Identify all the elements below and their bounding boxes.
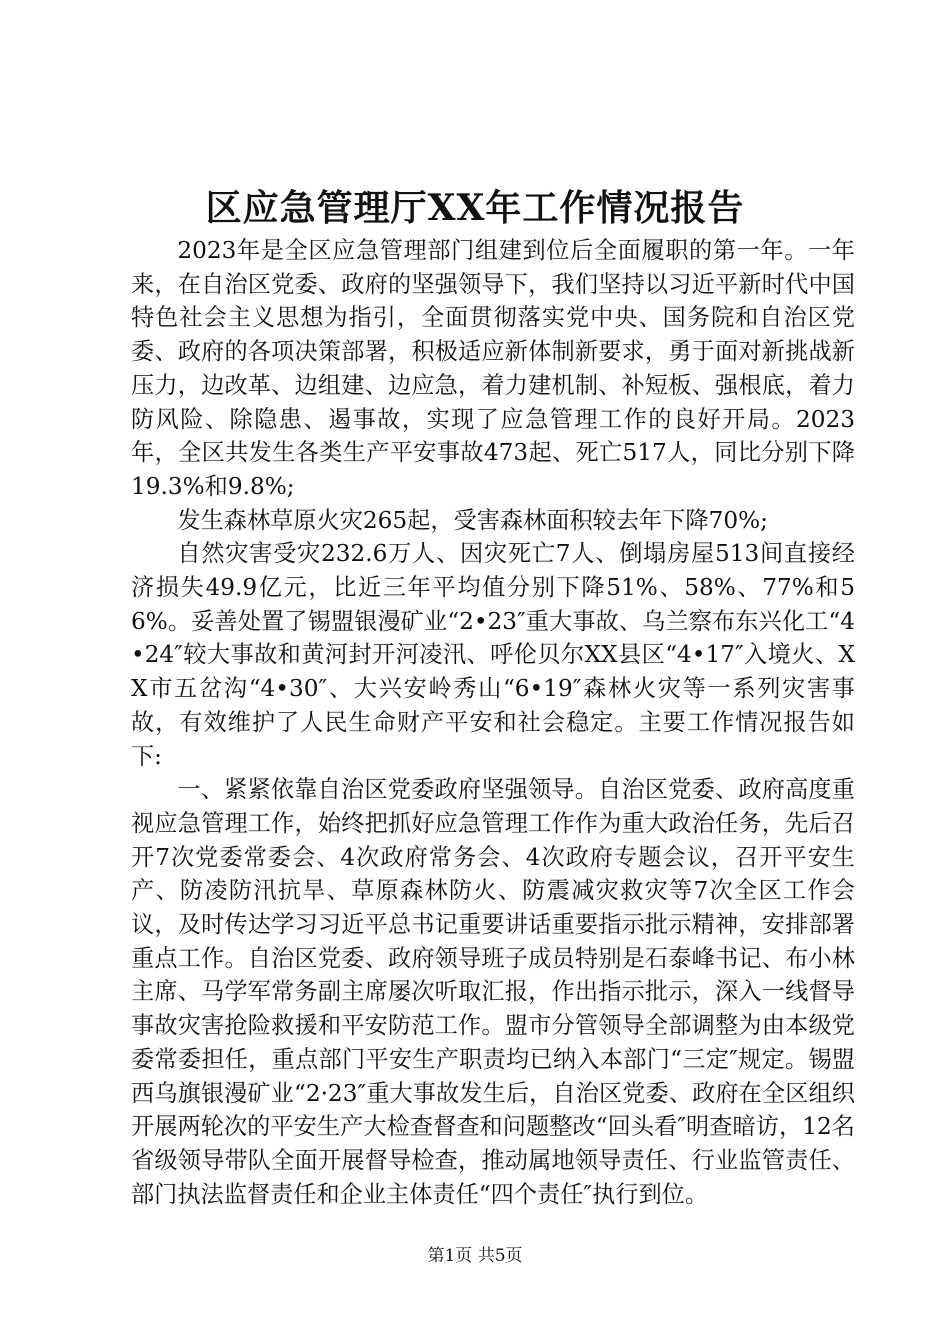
paragraph-section-one: 一、紧紧依靠自治区党委政府坚强领导。自治区党委、政府高度重视应急管理工作，始终把抓好应急管理工作作为重大政治任务，先后召开7次党委常委会、4次政府常务会、4次政府专题会议，召开平安生产、防凌防汛抗旱、草原森林防火、防震减灾救灾等7次全区工作会议，及时传达学习习近平总书记重要讲话重要指示批示精神，安排部署重点工作。自治区党委、政府领导班子成员特别是石泰峰书记、布小林主席、马学军常务副主席屡次听取汇报，作出指示批示，深入一线督导事故灾害抢险救援和平安防范工作。盟市分管领导全部调整为由本级党委常委担任，重点部门平安生产职责均已纳入本部门“三定″规定。锡盟西乌旗银漫矿业“2·23″重大事故发生后，自治区党委、政府在全区组织开展两轮次的平安生产大检查督查和问题整改“回头看″明查暗访，12名省级领导带队全面开展督导检查，推动属地领导责任、行业监管责任、部门执法监督责任和企业主体责任“四个责任″执行到位。	[131, 776, 855, 1208]
paragraph-intro: 2023年是全区应急管理部门组建到位后全面履职的第一年。一年来，在自治区党委、政府的坚强领导下，我们坚持以习近平新时代中国特色社会主义思想为指引，全面贯彻落实党中央、国务院和自治区党委、政府的各项决策部署，积极适应新体制新要求，勇于面对新挑战新压力，边改革、边组建、边应急，着力建机制、补短板、强根底，着力防风险、除隐患、遏事故，实现了应急管理工作的良好开局。2023年，全区共发生各类生产平安事故473起、死亡517人，同比分别下降19.3%和9.8%;	[131, 237, 855, 500]
document-body	[131, 234, 855, 1211]
document-title: 区应急管理厅XX年工作情况报告	[205, 187, 745, 229]
page-number-footer: 第1页 共5页	[427, 1246, 523, 1266]
paragraph-forest-fire: 发生森林草原火灾265起，受害森林面积较去年下降70%;	[177, 506, 768, 534]
paragraph-natural-disaster: 自然灾害受灾232.6万人、因灾死亡7人、倒塌房屋513间直接经济损失49.9亿元，比近三年平均值分别下降51%、58%、77%和56%。妥善处置了锡盟银漫矿业“2•23″重大事故、乌兰察布东兴化工“4•24″较大事故和黄河封开河凌汛、呼伦贝尔XX县区“4•17″入境火、XX市五岔沟“4•30″、大兴安岭秀山“6•19″森林火灾等一系列灾害事故，有效维护了人民生命财产平安和社会稳定。主要工作情况报告如下:	[131, 540, 855, 770]
